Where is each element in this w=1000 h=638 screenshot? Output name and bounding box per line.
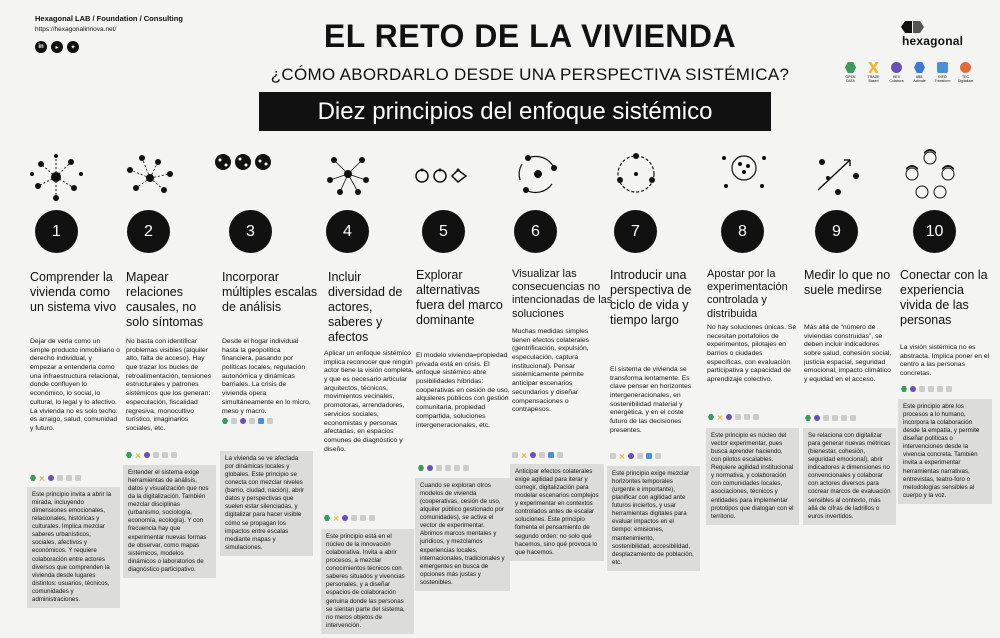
inactive-tag-icon [231, 418, 237, 424]
hexagonal-legend [842, 62, 974, 84]
bluesky-icon[interactable]: ✦ [67, 41, 79, 53]
inactive-tag-icon [267, 418, 273, 424]
inactive-tag-icon [557, 452, 563, 458]
inactive-tag-icon [850, 415, 856, 421]
vector-tags [324, 515, 375, 521]
open-data-icon [845, 62, 856, 73]
linkedin-icon[interactable]: in [35, 41, 47, 53]
principle-title: Introducir una perspectiva de ciclo de vida y tiempo largo [610, 268, 692, 327]
trade-icon [619, 453, 625, 459]
principle-number: 10 [913, 210, 956, 253]
legend-item [911, 62, 928, 84]
principle-title: Conectar con la experiencia vivida de las personas [900, 268, 988, 327]
principle-number: 9 [815, 210, 858, 253]
inactive-tag-icon [75, 475, 81, 481]
inactive-tag-icon [162, 452, 168, 458]
principle-desc: No hay soluciones únicas. Se necesitan portafolios de experimentos, pilotajes en barrios o ciudades específicas, con evaluación participativa y capacidad de aprendizaje colectivo. [707, 324, 797, 384]
inactive-tag-icon [753, 414, 759, 420]
inactive-tag-icon [57, 475, 63, 481]
vector-tags [418, 465, 469, 471]
inactive-tag-icon [823, 415, 829, 421]
legend-item [934, 62, 951, 84]
vector-tags [126, 452, 177, 458]
life-cycle-icon [606, 148, 666, 206]
inactive-tag-icon [832, 415, 838, 421]
hexagonal-logo [900, 20, 924, 34]
inactive-tag-icon [735, 414, 741, 420]
inactive-tag-icon [351, 515, 357, 521]
collaborate-icon [726, 414, 732, 420]
inactive-tag-icon [946, 386, 952, 392]
activate-icon [914, 62, 925, 73]
principle-title: Comprender la vivienda como un sistema vivo [30, 270, 117, 314]
principle-title: Incluir diversidad de actores, saberes y afectos [328, 270, 403, 344]
inactive-tag-icon [539, 452, 545, 458]
transform-icon [548, 452, 554, 458]
inactive-tag-icon [637, 453, 643, 459]
principle-desc: No basta con identificar problemas visibles (alquiler alto, falta de acceso). Hay que trazar los bucles de retroalimentación, tensiones estructurales y patrones sistémicos que los generan: especulación, fiscalidad regresiva, monocultivo turístico, imaginarios sociales, etc. [126, 338, 212, 432]
trade-icon [717, 414, 723, 420]
trade-icon [333, 515, 339, 521]
principle-title: Medir lo que no suele medirse [804, 268, 891, 297]
open-data-icon [222, 418, 228, 424]
principle-desc: El modelo vivienda=propiedad privada está en crisis. El enfoque sistémico abre posibilidades híbridas: cooperativas en cesión de uso, alquileres públicos con gestión comunitaria, propiedad compartida, soluciones intergeneracionales, etc. [416, 352, 510, 429]
legend-label: TRADE Based [867, 75, 880, 83]
vector-tags [708, 414, 759, 420]
inactive-tag-icon [919, 386, 925, 392]
multiple-scales-icon [213, 148, 273, 206]
principle-title: Incorporar múltiples escalas de análisis [222, 270, 318, 314]
inactive-tag-icon [153, 452, 159, 458]
inactive-tag-icon [171, 452, 177, 458]
principle-title: Explorar alternativas fuera del marco dominante [416, 268, 503, 327]
org-url[interactable]: https://hexagonalinnova.net/ [35, 26, 117, 33]
causal-map-icon [120, 148, 180, 206]
page-title: EL RETO DE LA VIVIENDA [323, 18, 737, 54]
open-data-icon [30, 475, 36, 481]
principle-desc: Muchas medidas simples tienen efectos colaterales (gentrificación, expulsión, especulación, captura institucional). Pensar sistémicamente permite anticipar escenarios secundarios y diseñar compensaciones o contrapesos. [512, 328, 590, 414]
open-data-icon [126, 452, 132, 458]
principle-desc: Más allá de “número de viviendas construidas”, se deben incluir indicadores sobre salud, cohesión social, justicia espacial, seguridad emocional, impacto climático y equidad en el acceso. [804, 324, 892, 384]
vector-tags [610, 453, 661, 459]
vector-tags [222, 418, 273, 424]
principle-number: 6 [514, 210, 557, 253]
principle-box: Este principio está en el núcleo de la innovación colaborativa. Invita a abrir procesos, a mezclar conocimientos técnicos con saberes situados y vivencias personales, y a diseñar espacios de colaboración genuina donde las personas se sientan parte del sistema, no meros objetos de intervención. [321, 529, 414, 634]
logo-text: hexagonal [902, 34, 964, 48]
trade-icon [521, 452, 527, 458]
diverse-actors-icon [318, 148, 378, 206]
twitter-icon[interactable]: ▸ [51, 41, 63, 53]
digitalize-icon [960, 62, 971, 73]
principle-number: 5 [422, 210, 465, 253]
principle-number: 2 [127, 210, 170, 253]
inactive-tag-icon [66, 475, 72, 481]
legend-label: HEX Colabora [889, 75, 904, 83]
open-data-icon [708, 414, 714, 420]
vector-tags [30, 475, 81, 481]
principle-box: Cuando se exploran otros modelos de vivienda (cooperativas, cesión de uso, alquiler público gestionado por comunidades), se activa el vector de experimentar. Abrimos marcos mentales y jurídicos, y mezclamos experiencias locales, internacionales, tradicionales y emergentes en busca de opciones más justas y sostenibles. [415, 478, 510, 591]
title-banner: Diez principios del enfoque sistémico [259, 92, 771, 131]
collaborate-icon [891, 62, 902, 73]
principle-box: Anticipar efectos colaterales exige agilidad para iterar y corregir, digitalización para modelar escenarios complejos y experimentar en contextos controlados antes de escalar soluciones. Este principio fomenta el pensamiento de segundo orden: no solo qué hacemos, sino qué provoca lo que hacemos. [510, 464, 604, 561]
inactive-tag-icon [928, 386, 934, 392]
measure-icon [808, 148, 868, 206]
principle-box: Entender el sistema exige herramientas de análisis, datos y visualización que nos da la digitalización. También mezclar disciplinas (urbanismo, sociología, economía, ecología). Y con frecuencia hay que experimentar nuevas formas de observar, como mapas sistémicos, modelos dinámicos o laboratorios de diagnóstico participativo. [123, 465, 216, 578]
legend-label: TEC Digitalizar [957, 75, 974, 83]
collaborate-icon [427, 465, 433, 471]
principle-box: Este principio es núcleo del vector experimentar, pues busca aprender haciendo, con pilotos escalables. Requiere agilidad institucional y normativa, y colaboración con comunidades locales, asociaciones, técnicos y entidades para implementar prototipos que dialogan con el territorio. [706, 428, 799, 525]
collaborate-icon [342, 515, 348, 521]
collaborate-icon [814, 415, 820, 421]
principle-number: 3 [229, 210, 272, 253]
collaborate-icon [530, 452, 536, 458]
legend-label: INFO Transform [934, 75, 951, 83]
collaborate-icon [144, 452, 150, 458]
principle-box: Este principio invita a abrir la mirada, incluyendo dimensiones emocionales, relacionales, históricas y culturales. Implica mezclar saberes urbanísticos, sociales, afectivos y económicos. Y requiere colaboración entre actores diversos que comprenden la vivienda desde lugares distintos: usuarios, técnicos, comunidades y administraciones. [27, 487, 120, 608]
trade-icon [135, 452, 141, 458]
principle-number: 7 [614, 210, 657, 253]
transform-icon [646, 453, 652, 459]
alternatives-icon [412, 148, 472, 206]
inactive-tag-icon [512, 452, 518, 458]
collaborate-icon [240, 418, 246, 424]
inactive-tag-icon [744, 414, 750, 420]
legend-item [888, 62, 905, 84]
trade-icon [39, 475, 45, 481]
open-data-icon [901, 386, 907, 392]
principle-box: Este principio exige mezclar horizontes temporales (urgente e importante), planificar con agilidad ante futuros inciertos, y usar herramientas digitales para evaluar impactos en el tiempo: emisiones, mantenimiento, sostenibilidad, accesibilidad, desplazamiento de población, etc. [607, 466, 700, 571]
principle-desc: Desde el hogar individual hasta la geopolítica financiera, pasando por políticas locales, regulación autonómica y dinámicas barriales. La crisis de vivienda opera simultáneamente en lo micro, meso y macro. [222, 338, 311, 415]
principle-title: Apostar por la experimentación controlada y distribuida [707, 268, 788, 320]
inactive-tag-icon [436, 465, 442, 471]
inactive-tag-icon [249, 418, 255, 424]
principle-number: 8 [721, 210, 764, 253]
principle-desc: El sistema de vivienda se transforma lentamente. Es clave pensar en horizontes intergeneracionales, en sostenibilidad material y energética, y en el coste futuro de las decisiones presentes. [610, 366, 692, 434]
inactive-tag-icon [454, 465, 460, 471]
inactive-tag-icon [369, 515, 375, 521]
inactive-tag-icon [610, 453, 616, 459]
principle-desc: Aplicar un enfoque sistémico implica reconocer que ningún actor tiene la visión completa, y que es necesario articular arquitectos, técnicos, movimientos vecinales, promotoras, arrendadores, servicios sociales, economistas y personas afectadas, en espacios comunes de diagnóstico y diseño. [324, 350, 414, 453]
inactive-tag-icon [360, 515, 366, 521]
legend-item [957, 62, 974, 84]
vector-tags [512, 452, 563, 458]
legend-item [865, 62, 882, 84]
transform-icon [258, 418, 264, 424]
legend-label: OPEN DATA [845, 75, 856, 83]
inactive-tag-icon [655, 453, 661, 459]
people-faces-icon [900, 148, 960, 206]
living-system-icon [26, 148, 86, 206]
vector-tags [805, 415, 856, 421]
vector-tags [901, 386, 952, 392]
principle-desc: Dejar de verla como un simple producto inmobiliario o derecho individual, y empezar a entenderla como una infraestructura relacional, donde confluyen lo económico, lo social, lo cultural, lo legal y lo afectivo. La vivienda no es solo techo: es arraigo, salud, comunidad y futuro. [30, 338, 120, 432]
collaborate-icon [48, 475, 54, 481]
page-subtitle: ¿CÓMO ABORDARLO DESDE UNA PERSPECTIVA SISTÉMICA? [270, 65, 790, 84]
transform-icon [937, 62, 948, 73]
principle-desc: La visión sistémica no es abstracta. Implica poner en el centro a las personas concretas. [900, 344, 990, 378]
principle-box: Se relaciona con digitalizar para generar nuevas métricas (bienestar, cohesión, seguridad emocional), abrir indicadores a dimensiones no convencionales y colaborar con actores diversos para cocrear marcos de evaluación sensibles al contexto, más allá de cifras de ladrillos o euros invertidos. [803, 428, 896, 525]
experimentation-icon [714, 148, 774, 206]
consequences-icon [508, 148, 568, 206]
principle-number: 4 [326, 210, 369, 253]
inactive-tag-icon [841, 415, 847, 421]
hexagon-logo-icon [900, 20, 924, 34]
legend-label: ABIL Activate [913, 75, 926, 83]
principle-title: Visualizar las consecuencias no intencionadas de las soluciones [512, 268, 613, 320]
legend-item [842, 62, 859, 84]
collaborate-icon [910, 386, 916, 392]
collaborate-icon [628, 453, 634, 459]
inactive-tag-icon [445, 465, 451, 471]
open-data-icon [418, 465, 424, 471]
org-name: Hexagonal LAB / Foundation / Consulting [35, 14, 183, 23]
inactive-tag-icon [463, 465, 469, 471]
trade-icon [868, 62, 879, 73]
principle-title: Mapear relaciones causales, no solo síntomas [126, 270, 204, 329]
open-data-icon [805, 415, 811, 421]
inactive-tag-icon [937, 386, 943, 392]
principle-box: La vivienda se ve afectada por dinámicas locales y globales. Este principio se conecta con mezclar niveles (barrio, ciudad, nación), abrir datos y perspectivas que suelen estar silenciadas, y digitalizar para hacer visible cómo se propagan los impactos entre escalas mediante mapas y simulaciones. [220, 451, 313, 556]
principle-number: 1 [35, 210, 78, 253]
open-data-icon [324, 515, 330, 521]
principle-box: Este principio abre los procesos a lo humano, incorpora la colaboración desde la empatía, y permite diseñar políticas o intervenciones desde la vivencia concreta. También invita a experimentar herramientas narrativas, entrevistas, teatro-foro o metodologías sensibles al cuerpo y la voz. [898, 399, 992, 504]
